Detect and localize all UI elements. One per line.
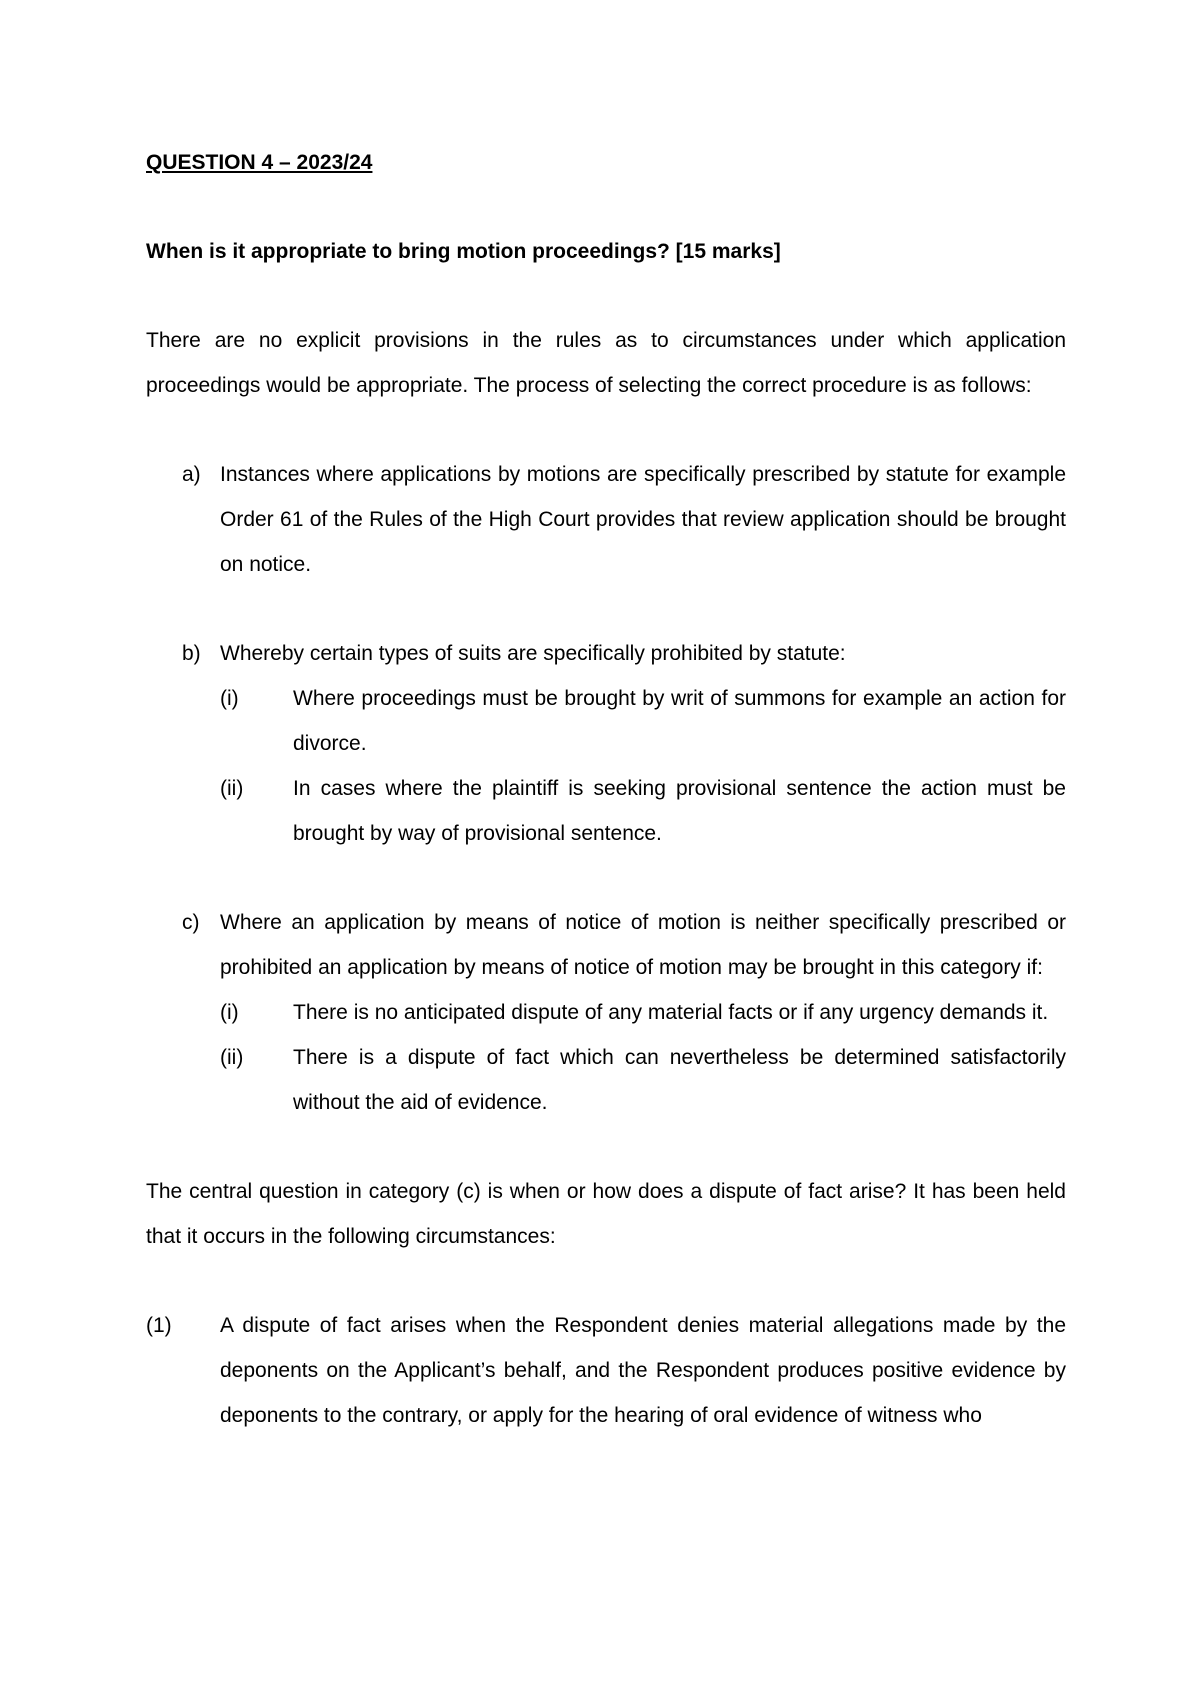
list-item-text: A dispute of fact arises when the Respondent denies material allegations made by the deponents on the Applicant’s behalf, and the Respondent produces positive evidence by deponents to the contrary, or apply for the hearing of oral evidence of witness who: [220, 1314, 1066, 1427]
list-marker: b): [182, 642, 201, 665]
list-item-text: Whereby certain types of suits are specifically prohibited by statute:: [220, 642, 846, 665]
list-item-text: Instances where applications by motions are specifically prescribed by statute for example Order 61 of the Rules of the High Court provides that review application should be brought on notice.: [220, 463, 1066, 576]
circumstances-list: [146, 1303, 1066, 1438]
sub-list-item: [146, 990, 1066, 1035]
document-title: QUESTION 4 – 2023/24: [146, 151, 373, 174]
list-item: [146, 900, 1066, 1125]
list-item: [146, 631, 1066, 856]
list-marker: c): [182, 911, 200, 934]
sub-list-item-text: Where proceedings must be brought by writ of summons for example an action for divorce.: [293, 687, 1066, 755]
sub-list-marker: (ii): [220, 1046, 244, 1069]
list-item: [146, 452, 1066, 587]
central-question-paragraph: The central question in category (c) is when or how does a dispute of fact arise? It has been held that it occurs in the following circumstances:: [146, 1180, 1066, 1248]
sub-list-marker: (i): [220, 1001, 239, 1024]
list-marker: (1): [146, 1314, 172, 1337]
intro-paragraph: There are no explicit provisions in the rules as to circumstances under which application proceedings would be appropriate. The process of selecting the correct procedure is as follows:: [146, 329, 1066, 397]
sub-list-item-text: In cases where the plaintiff is seeking provisional sentence the action must be brought by way of provisional sentence.: [293, 777, 1066, 845]
sub-list-item: [146, 676, 1066, 766]
procedure-list: [146, 452, 1066, 1125]
document-page: [146, 140, 1066, 1438]
list-item-text: Where an application by means of notice of motion is neither specifically prescribed or prohibited an application by means of notice of motion may be brought in this category if:: [220, 911, 1066, 979]
sub-list-item-text: There is no anticipated dispute of any material facts or if any urgency demands it.: [293, 1001, 1049, 1024]
list-marker: a): [182, 463, 201, 486]
sub-list-item: [146, 766, 1066, 856]
question-heading: When is it appropriate to bring motion proceedings? [15 marks]: [146, 240, 781, 263]
sub-list-marker: (i): [220, 687, 239, 710]
sub-list-marker: (ii): [220, 777, 244, 800]
sub-list-item-text: There is a dispute of fact which can nevertheless be determined satisfactorily without the aid of evidence.: [293, 1046, 1066, 1114]
list-item: [146, 1303, 1066, 1438]
sub-list-item: [146, 1035, 1066, 1125]
